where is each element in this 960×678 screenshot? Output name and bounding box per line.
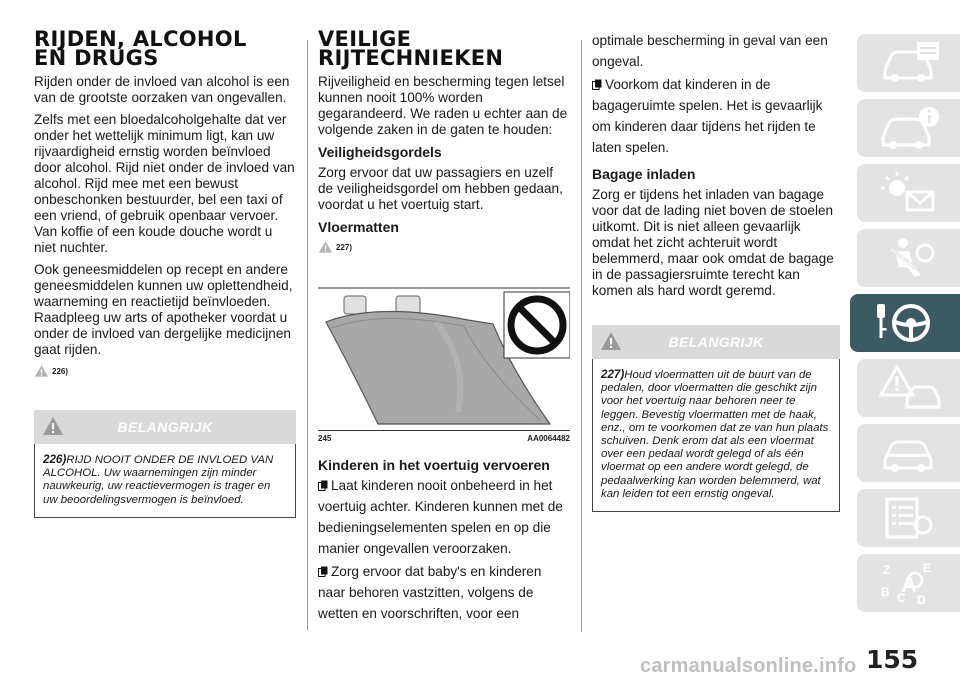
svg-text:A: A	[900, 572, 917, 597]
subheading-children: Kinderen in het voertuig vervoeren	[318, 457, 550, 473]
specifications-icon	[877, 495, 941, 541]
floor-mat-illustration	[318, 262, 570, 431]
note-text: RIJD NOOIT ONDER DE INVLOED VAN ALCOHOL. Uw waarnemingen zijn minder nauwkeurig, uw reactievermogen is trager en uw beoordelingsvermogen is beïnvloed.	[43, 454, 274, 506]
bullet-paragraph	[318, 475, 570, 559]
tab-specifications[interactable]	[857, 489, 960, 547]
column-alcohol	[34, 27, 296, 518]
prohibition-sign	[504, 292, 570, 358]
figure-number: 245	[318, 434, 332, 443]
tab-service[interactable]	[857, 424, 960, 482]
warning-triangle-icon	[42, 416, 64, 436]
subheading-floor-mats: Vloermatten	[318, 219, 399, 235]
title-line: RIJDEN, ALCOHOL	[34, 27, 247, 51]
steering-key-icon	[873, 300, 937, 346]
bullet-box-icon	[592, 79, 602, 90]
reference-number: 227)	[336, 242, 353, 252]
bullet-paragraph	[318, 561, 570, 624]
svg-text:E: E	[922, 561, 931, 575]
tab-car-info-i[interactable]	[857, 99, 960, 157]
important-header	[592, 325, 840, 359]
column-continued	[592, 30, 840, 512]
page-number: 155	[866, 645, 919, 674]
service-car-icon	[877, 430, 941, 476]
bullet-box-icon	[318, 566, 328, 577]
tab-emergency[interactable]	[857, 359, 960, 417]
bullet-text: Voorkom dat kinderen in de bagageruimte spelen. Het is gevaarlijk om kinderen daar tijdens het rijden te laten spelen.	[592, 77, 823, 155]
paragraph: Ook geneesmiddelen op recept en andere geneesmiddelen kunnen uw oplettendheid, waarneming en reactietijd beïnvloeden. Raadpleeg uw arts of apotheker voordat u onder de invloed van dergelijke medicijnen gaat rijden.	[34, 262, 293, 357]
warning-reference[interactable]	[34, 364, 296, 378]
column-safe-driving	[318, 27, 570, 626]
paragraph: optimale bescherming in geval van een ongeval.	[592, 33, 828, 69]
important-label: BELANGRIJK	[668, 334, 764, 350]
warning-triangle-icon	[600, 331, 622, 351]
title-line: EN DRUGS	[34, 46, 159, 70]
paragraph: Zelfs met een bloedalcoholgehalte dat ver onder het wettelijk minimum ligt, kan uw rijvaardigheid ernstig worden beïnvloed door alcohol. Rijd niet onder de invloed van alcohol. Rijd mee met een bewust onbeschonken bestuurder, bel een taxi of een vriend, of gebruik openbaar vervoer. Van koffie of een koude douche wordt u niet nuchter.	[34, 112, 295, 255]
subheading-luggage: Bagage inladen	[592, 166, 696, 182]
important-note	[34, 444, 296, 518]
svg-text:C: C	[896, 591, 906, 605]
svg-text:B: B	[880, 585, 890, 599]
note-number: 226)	[43, 453, 67, 466]
car-info-i-icon	[877, 105, 941, 151]
svg-text:Z: Z	[882, 563, 890, 577]
paragraph: Zorg ervoor dat uw passagiers en uzelf de veiligheidsgordel om hebben gedaan, voordat u het voertuig start.	[318, 165, 563, 212]
paragraph: Zorg er tijdens het inladen van bagage voor dat de lading niet boven de stoelen uitkomt. Dit is niet alleen gevaarlijk omdat het zicht achteruit wordt belemmerd, maar ook omdat de bagage in de passagiersruimte terecht kan komen als hard wordt geremd.	[592, 187, 834, 298]
figure-caption	[318, 434, 570, 443]
note-text: Houd vloermatten uit de buurt van de pedalen, door vloermatten die geschikt zijn voor het voertuig naar behoren neer te leggen. Bevestig vloermatten met de haak, enz., om te voorkomen dat ze van hun plaats schuiven. Denk erom dat als een vloermat over een pedaal wordt gelegd of als één vloermat op een andere wordt gelegd, de pedaalwerking kan worden belemmerd, wat kan leiden tot een ernstig ongeval.	[601, 369, 829, 500]
bullet-paragraph	[592, 74, 840, 158]
warning-car-icon	[877, 365, 941, 411]
paragraph: Rijden onder de invloed van alcohol is een van de grootste oorzaken van ongevallen.	[34, 74, 290, 105]
dashboard-lights-icon	[877, 170, 941, 216]
floor-mat-pedal-drawing	[318, 262, 570, 430]
reference-number: 226)	[52, 366, 69, 376]
bullet-text: Laat kinderen nooit onbeheerd in het voertuig achter. Kinderen kunnen met de bedieningselementen spelen en op die manier ongevallen veroorzaken.	[318, 478, 563, 556]
column-divider	[581, 40, 582, 632]
warning-reference[interactable]	[318, 240, 570, 254]
watermark: carmanualsonline.info	[640, 655, 857, 677]
section-title-alcohol	[34, 27, 296, 70]
note-number: 227)	[601, 368, 625, 381]
important-header	[34, 410, 296, 444]
paragraph: Rijveiligheid en bescherming tegen letsel kunnen nooit 100% worden gegarandeerd. We raden u echter aan de volgende zaken in de gaten te houden:	[318, 74, 568, 137]
tab-dashboard-lights[interactable]	[857, 164, 960, 222]
airbag-safety-icon	[877, 235, 941, 281]
tab-index[interactable]	[857, 554, 960, 612]
column-divider	[307, 40, 308, 630]
tab-car-info[interactable]	[857, 34, 960, 92]
figure-code: AA0064482	[527, 434, 570, 443]
title-line: VEILIGE	[318, 27, 412, 51]
title-line: RIJTECHNIEKEN	[318, 46, 504, 70]
warning-triangle-icon	[318, 240, 333, 254]
svg-text:D: D	[916, 593, 926, 606]
section-title-safe-driving	[318, 27, 570, 70]
tab-starting-driving[interactable]	[850, 294, 960, 352]
bullet-box-icon	[318, 480, 328, 491]
important-note	[592, 359, 840, 512]
car-info-icon	[877, 40, 941, 86]
bullet-text: Zorg ervoor dat baby's en kinderen naar behoren vastzitten, volgens de wetten en voorschriften, voor een	[318, 564, 542, 621]
tab-airbag-safety[interactable]	[857, 229, 960, 287]
important-label: BELANGRIJK	[117, 419, 213, 435]
subheading-seatbelts: Veiligheidsgordels	[318, 144, 442, 160]
index-az-icon	[877, 560, 941, 606]
warning-triangle-icon	[34, 364, 49, 378]
